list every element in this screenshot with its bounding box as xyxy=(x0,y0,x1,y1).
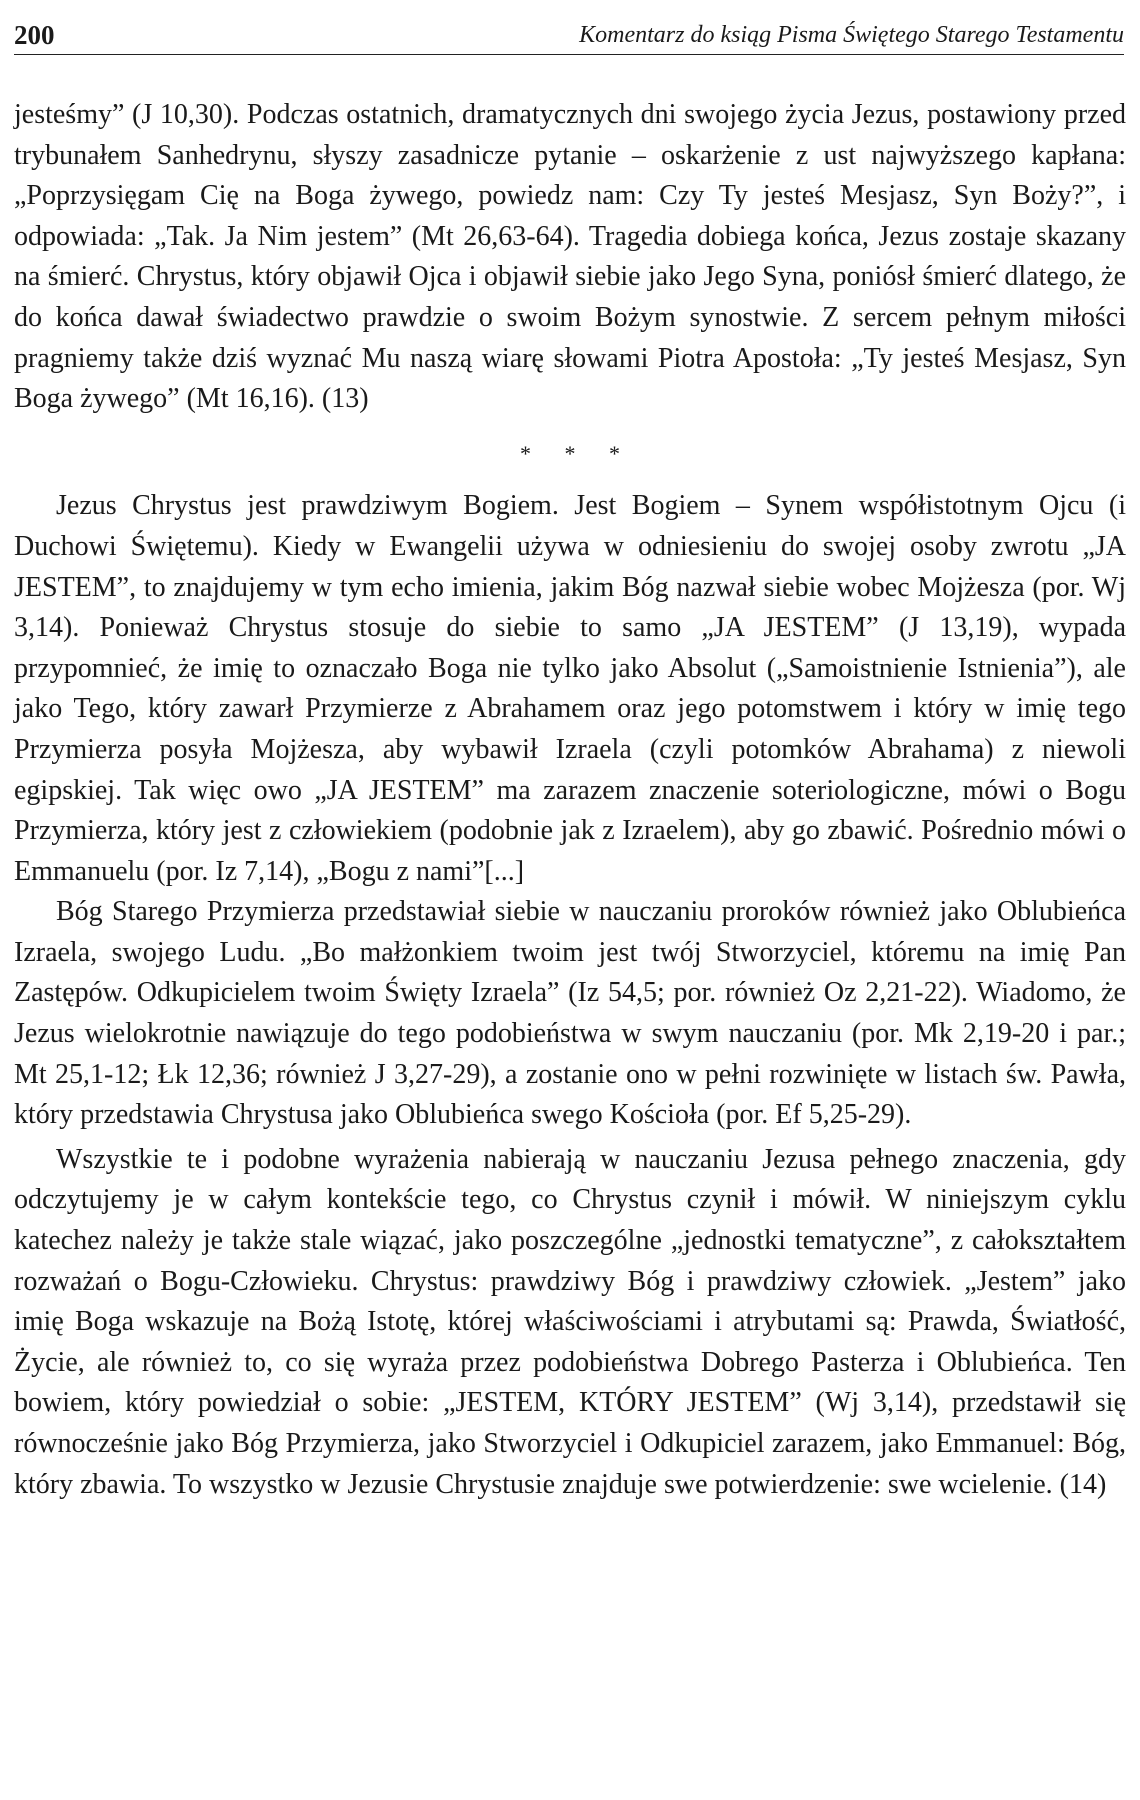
paragraph-continued: jesteśmy” (J 10,30). Podczas ostatnich, dramatycznych dni swojego życia Jezus, postawiony przed trybunałem Sanhedrynu, słyszy zasadnicze pytanie – oskarżenie z ust najwyższego kapłana: „Poprzysięgam Cię na Boga żywego, powiedz nam: Czy Ty jesteś Mesjasz, Syn Boży?”, i odpowiada: „Tak. Ja Nim jestem” (Mt 26,63-64). Tragedia dobiega końca, Jezus zostaje skazany na śmierć. Chrystus, który objawił Ojca i objawił siebie jako Jego Syna, poniósł śmierć dlatego, że do końca dawał świadectwo prawdzie o swoim Bożym synostwie. Z sercem pełnym miłości pragniemy także dziś wyznać Mu naszą wiarę słowami Piotra Apostoła: „Ty jesteś Mesjasz, Syn Boga żywego” (Mt 16,16). (13) xyxy=(14,99,1126,415)
paragraph: Bóg Starego Przymierza przedstawiał siebie w nauczaniu proroków również jako Oblubieńca Izraela, swojego Ludu. „Bo małżonkiem twoim jest twój Stworzyciel, któremu na imię Pan Zastępów. Odkupicielem twoim Święty Izraela” (Iz 54,5; por. również Oz 2,21-22). Wiadomo, że Jezus wielokrotnie nawiązuje do tego podobieństwa w swym nauczaniu (por. Mk 2,19-20 i par.; Mt 25,1-12; Łk 12,36; również J 3,27-29), a zostanie ono w pełni rozwinięte w listach św. Pawła, który przedstawia Chrystusa jako Oblubieńca swego Kościoła (por. Ef 5,25-29). xyxy=(14,896,1126,1131)
paragraph: Wszystkie te i podobne wyrażenia nabierają w nauczaniu Jezusa pełnego znaczenia, gdy odczytujemy je w całym kontekście tego, co Chrystus czynił i mówił. W niniejszym cyklu katechez należy je także stale wiązać, jako poszczególne „jednostki tematyczne”, z całokształtem rozważań o Bogu-Człowieku. Chrystus: prawdziwy Bóg i prawdziwy człowiek. „Jestem” jako imię Boga wskazuje na Bożą Istotę, której właściwościami i atrybutami są: Prawda, Światłość, Życie, ale również to, co się wyraża przez podobieństwa Dobrego Pasterza i Oblubieńca. Ten bowiem, który powiedział o sobie: „JESTEM, KTÓRY JESTEM” (Wj 3,14), przedstawił się równocześnie jako Bóg Przymierza, jako Stworzyciel i Odkupiciel zarazem, jako Emmanuel: Bóg, który zbawia. To wszystko w Jezusie Chrystusie znajduje swe potwierdzenie: swe wcielenie. (14) xyxy=(14,1143,1126,1500)
body-text xyxy=(14,95,1126,1505)
book-page xyxy=(14,0,1132,1800)
page-header xyxy=(14,14,1124,55)
running-title: Komentarz do ksiąg Pisma Świętego Starego Testamentu xyxy=(579,22,1124,48)
section-separator: * * * xyxy=(520,440,634,466)
paragraph: Jezus Chrystus jest prawdziwym Bogiem. Jest Bogiem – Synem współistotnym Ojcu (i Duchowi Świętemu). Kiedy w Ewangelii używa w odniesieniu do swojej osoby zwrotu „JA JESTEM”, to znajdujemy w tym echo imienia, jakim Bóg nazwał siebie wobec Mojżesza (por. Wj 3,14). Ponieważ Chrystus stosuje do siebie to samo „JA JESTEM” (J 13,19), wypada przypomnieć, że imię to oznaczało Boga nie tylko jako Absolut („Samoistnienie Istnienia”), ale jako Tego, który zawarł Przymierze z Abrahamem oraz jego potomstwem i który w imię tego Przymierza posyła Mojżesza, aby wybawił Izraela (czyli potomków Abrahama) z niewoli egipskiej. Tak więc owo „JA JESTEM” ma zarazem znaczenie soteriologiczne, mówi o Bogu Przymierza, który jest z człowiekiem (podobnie jak z Izraelem), aby go zbawić. Pośrednio mówi o Emmanuelu (por. Iz 7,14), „Bogu z nami”[...] xyxy=(14,490,1126,887)
page-number: 200 xyxy=(14,20,55,50)
